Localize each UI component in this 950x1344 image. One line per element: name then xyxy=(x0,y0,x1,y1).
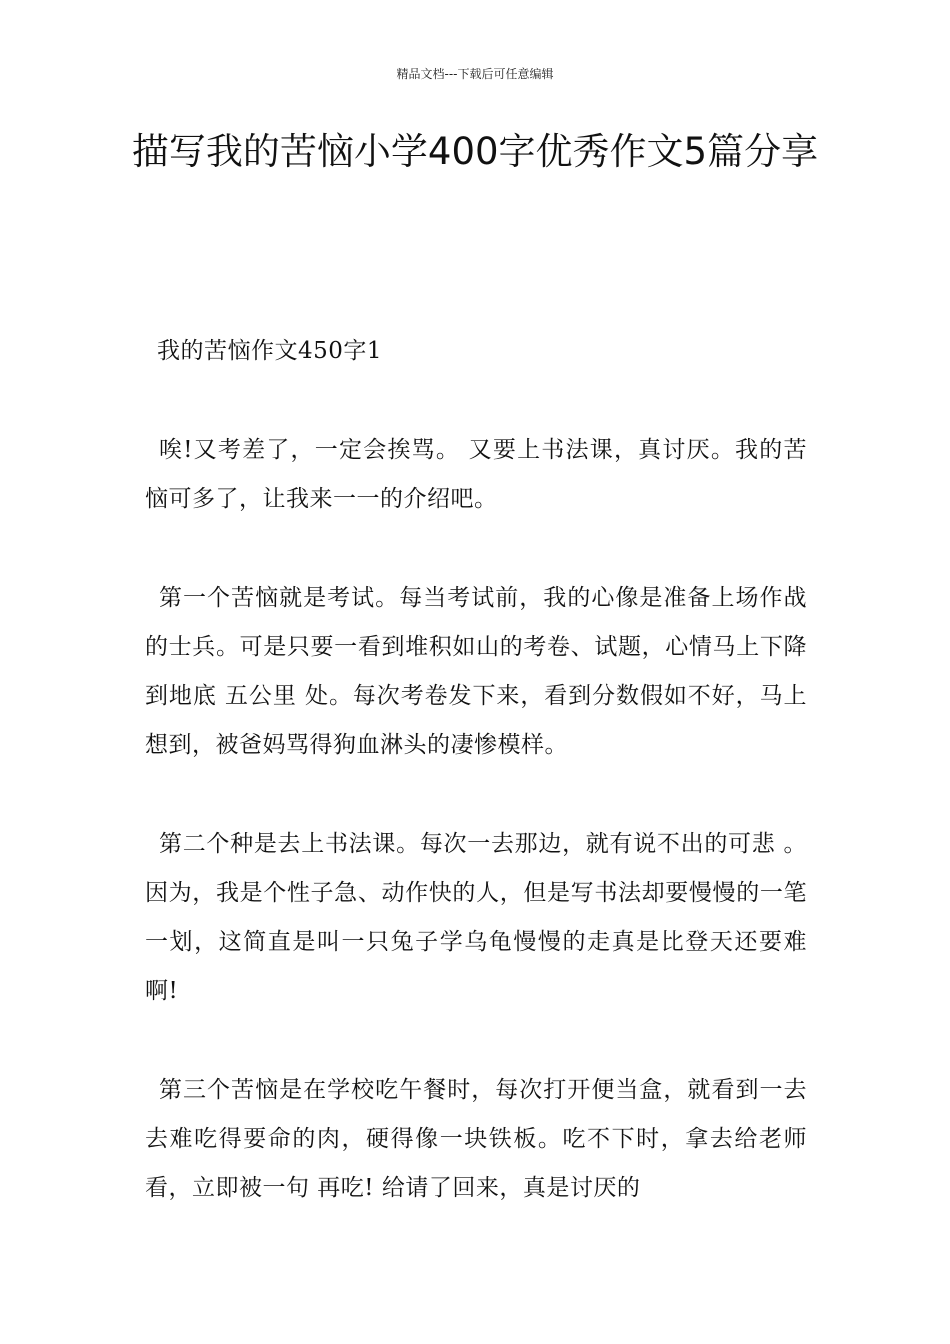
paragraph-1: 唉!又考差了，一定会挨骂。 又要上书法课，真讨厌。我的苦恼可多了，让我来一一的介绍吧。 xyxy=(145,437,807,512)
paragraph-4: 第三个苦恼是在学校吃午餐时，每次打开便当盒，就看到一去去难吃得要命的肉，硬得像一块铁板。吃不下时，拿去给老师看，立即被一句 再吃! 给请了回来，真是讨厌的 xyxy=(145,1077,807,1201)
document-title: 描写我的苦恼小学400字优秀作文5篇分享 xyxy=(131,130,819,173)
page-header: 精品文档---下载后可任意编辑 xyxy=(396,67,554,81)
paragraph-2: 第一个苦恼就是考试。每当考试前，我的心像是准备上场作战的士兵。可是只要一看到堆积如山的考卷、试题，心情马上下降到地底 五公里 处。每次考卷发下来，看到分数假如不好，马上想到，被爸妈骂得狗血淋头的凄惨模样。 xyxy=(145,585,807,758)
paragraph-3: 第二个种是去上书法课。每次一去那边，就有说不出的可悲 。因为，我是个性子急、动作快的人，但是写书法却要慢慢的一笔一划，这简直是叫一只兔子学乌龟慢慢的走真是比登天还要难啊! xyxy=(145,831,807,1004)
document-body xyxy=(145,327,807,1263)
section-heading: 我的苦恼作文450字1 xyxy=(157,338,383,364)
